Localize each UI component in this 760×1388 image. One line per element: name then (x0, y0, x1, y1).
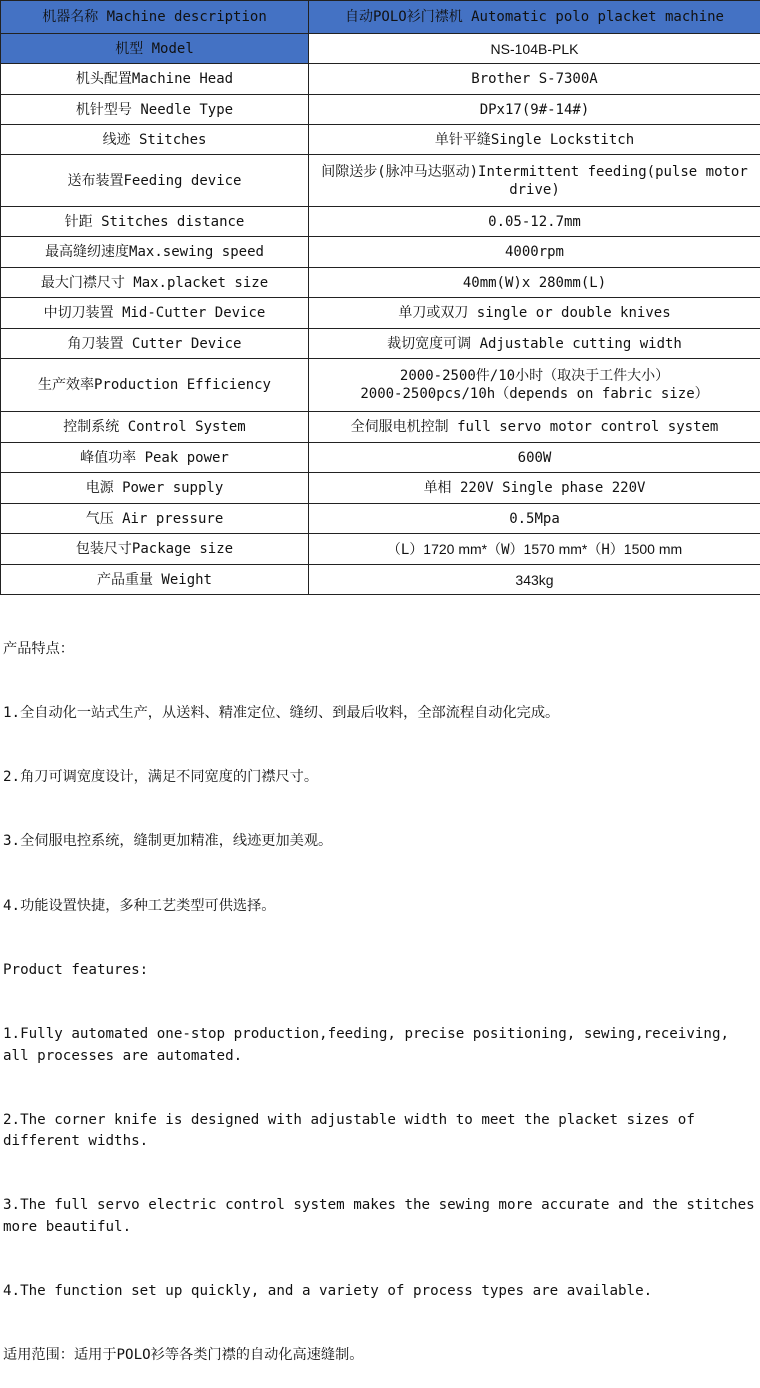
row-label: 送布装置Feeding device (1, 155, 309, 207)
table-row (1, 34, 760, 64)
row-value: 单相 220V Single phase 220V (309, 473, 760, 504)
row-label: 针距 Stitches distance (1, 207, 309, 237)
header-label: 机器名称 Machine description (1, 1, 309, 34)
table-row (1, 504, 760, 534)
row-value: 全伺服电机控制 full servo motor control system (309, 412, 760, 443)
row-value: 0.05-12.7mm (309, 207, 760, 237)
table-row (1, 412, 760, 443)
row-label: 包装尺寸Package size (1, 534, 309, 565)
table-row (1, 329, 760, 359)
table-row (1, 268, 760, 298)
row-label: 机头配置Machine Head (1, 64, 309, 95)
package-sep-w: （W） (487, 542, 523, 558)
package-height: 1500 mm (624, 541, 682, 557)
row-label: 角刀装置 Cutter Device (1, 329, 309, 359)
row-label: 最大门襟尺寸 Max.placket size (1, 268, 309, 298)
row-value: 单针平缝Single Lockstitch (309, 125, 760, 155)
feature-cn-item: 3.全伺服电控系统，缝制更加精准，线迹更加美观。 (3, 831, 759, 852)
table-row (1, 443, 760, 473)
feature-en-item: 3.The full servo electric control system makes the sewing more accurate and the stitches more beautiful. (3, 1195, 759, 1238)
feature-en-item: 2.The corner knife is designed with adjustable width to meet the placket sizes of different widths. (3, 1110, 759, 1153)
row-value: 间隙送步(脉冲马达驱动)Intermittent feeding(pulse motor drive) (309, 155, 760, 207)
table-row (1, 207, 760, 237)
row-label: 机型 Model (1, 34, 309, 64)
row-value: NS-104B-PLK (309, 34, 760, 64)
row-value: 4000rpm (309, 237, 760, 268)
feature-cn-item: 1.全自动化一站式生产，从送料、精准定位、缝纫、到最后收料，全部流程自动化完成。 (3, 703, 759, 724)
row-value: 40mm(W)x 280mm(L) (309, 268, 760, 298)
table-row (1, 237, 760, 268)
row-value: Brother S-7300A (309, 64, 760, 95)
row-label: 机针型号 Needle Type (1, 95, 309, 125)
table-row (1, 155, 760, 207)
header-value: 自动POLO衫门襟机 Automatic polo placket machine (309, 1, 760, 34)
package-length: 1720 mm* (423, 541, 487, 557)
features-cn-title: 产品特点： (3, 639, 759, 660)
row-value: 600W (309, 443, 760, 473)
row-label: 生产效率Production Efficiency (1, 359, 309, 412)
table-row (1, 95, 760, 125)
package-sep-h: （H） (587, 542, 623, 558)
row-label: 气压 Air pressure (1, 504, 309, 534)
row-label: 电源 Power supply (1, 473, 309, 504)
package-width: 1570 mm* (524, 541, 588, 557)
table-header-row (1, 1, 760, 34)
feature-en-item: 4.The function set up quickly, and a variety of process types are available. (3, 1281, 759, 1302)
row-value (309, 534, 760, 565)
row-label: 峰值功率 Peak power (1, 443, 309, 473)
feature-cn-item: 2.角刀可调宽度设计，满足不同宽度的门襟尺寸。 (3, 767, 759, 788)
table-row (1, 298, 760, 329)
row-value-line: 2000-2500pcs/10h（depends on fabric size） (313, 385, 756, 403)
row-value-line: 2000-2500件/10小时（取决于工件大小） (313, 367, 756, 385)
table-row (1, 534, 760, 565)
row-value: 0.5Mpa (309, 504, 760, 534)
row-value (309, 359, 760, 412)
row-label: 线迹 Stitches (1, 125, 309, 155)
feature-en-item: 1.Fully automated one-stop production,feeding, precise positioning, sewing,receiving, all processes are automated. (3, 1024, 759, 1067)
table-row (1, 125, 760, 155)
table-row (1, 64, 760, 95)
row-value: 单刀或双刀 single or double knives (309, 298, 760, 329)
product-features (3, 596, 759, 1388)
package-prefix: （L） (387, 542, 423, 558)
table-row (1, 473, 760, 504)
feature-cn-item: 4.功能设置快捷，多种工艺类型可供选择。 (3, 896, 759, 917)
table-row (1, 565, 760, 595)
spec-table (0, 0, 760, 595)
table-row (1, 359, 760, 412)
application-scope: 适用范围：适用于POLO衫等各类门襟的自动化高速缝制。 (3, 1345, 759, 1366)
row-label: 控制系统 Control System (1, 412, 309, 443)
row-value: 343kg (309, 565, 760, 595)
row-label: 中切刀装置 Mid-Cutter Device (1, 298, 309, 329)
row-label: 产品重量 Weight (1, 565, 309, 595)
row-value: DPx17(9#-14#) (309, 95, 760, 125)
row-label: 最高缝纫速度Max.sewing speed (1, 237, 309, 268)
row-value: 裁切宽度可调 Adjustable cutting width (309, 329, 760, 359)
features-en-title: Product features: (3, 960, 759, 981)
